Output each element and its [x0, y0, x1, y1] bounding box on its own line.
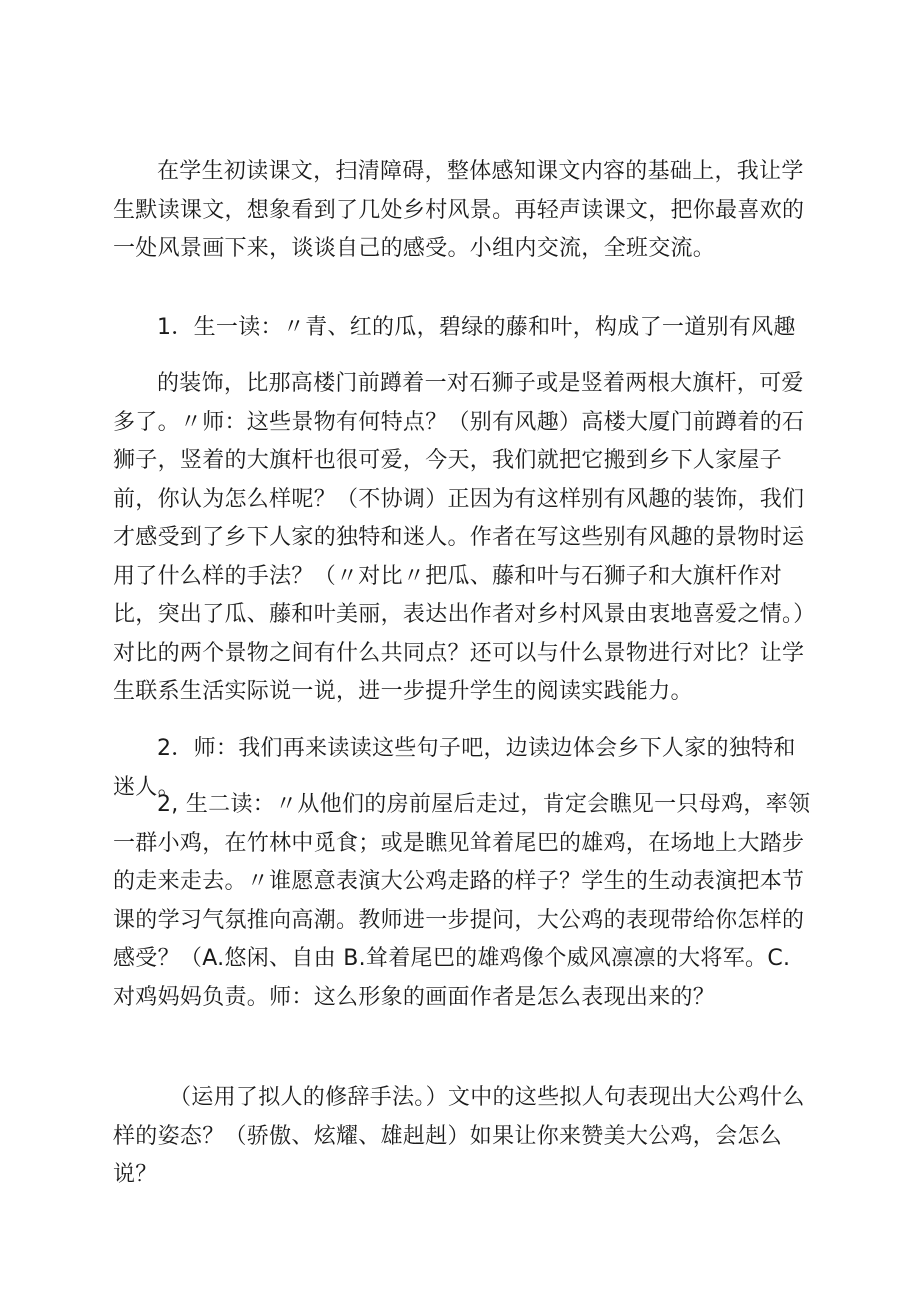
- paragraph-item-2: 2．师：我们再来读读这些句子吧，边读边体会乡下人家的独特和迷人。: [113, 736, 796, 800]
- paragraph-item-1: 1．生一读：〃青、红的瓜，碧绿的藤和叶，构成了一道别有风趣: [157, 315, 796, 340]
- paragraph-intro: 在学生初读课文，扫清障碍，整体感知课文内容的基础上，我让学生默读课文，想象看到了几处乡村风景。再轻声读课文，把你最喜欢的一处风景画下来，谈谈自己的感受。小组内交流，全班交流。: [113, 159, 805, 261]
- paragraph-closing: （运用了拟人的修辞手法。）文中的这些拟人句表现出大公鸡什么样的姿态？（骄傲、炫耀、雄赳赳）如果让你来赞美大公鸡，会怎么说？: [113, 1085, 805, 1187]
- paragraph-item-1-continued: 的装饰，比那高楼门前蹲着一对石狮子或是竖着两根大旗杆，可爱多了。〃师：这些景物有何特点？（别有风趣）高楼大厦门前蹲着的石狮子，竖着的大旗杆也很可爱，今天，我们就把它搬到乡下人家屋子前，你认为怎么样呢？（不协调）正因为有这样别有风趣的装饰，我们才感受到了乡下人家的独特和迷人。作者在写这些别有风趣的景物时运用了什么样的手法？（〃对比〃把瓜、藤和叶与石狮子和大旗杆作对比，突出了瓜、藤和叶美丽，表达出作者对乡村风景由衷地喜爱之情。）对比的两个景物之间有什么共同点？还可以与什么景物进行对比？让学生联系生活实际说一说，进一步提升学生的阅读实践能力。: [113, 371, 805, 704]
- paragraph-item-2-reading: 2, 生二读：〃从他们的房前屋后走过，肯定会瞧见一只母鸡，率领一群小鸡，在竹林中觅食；或是瞧见耸着尾巴的雄鸡，在场地上大踏步的走来走去。〃谁愿意表演大公鸡走路的样子？学生的生动表演把本节课的学习气氛推向高潮。教师进一步提问，大公鸡的表现带给你怎样的感受？（A.悠闲、自由 B.耸着尾巴的雄鸡像个威风凛凛的大将军。C. 对鸡妈妈负责。师：这么形象的画面作者是怎么表现出来的？: [113, 792, 811, 1010]
